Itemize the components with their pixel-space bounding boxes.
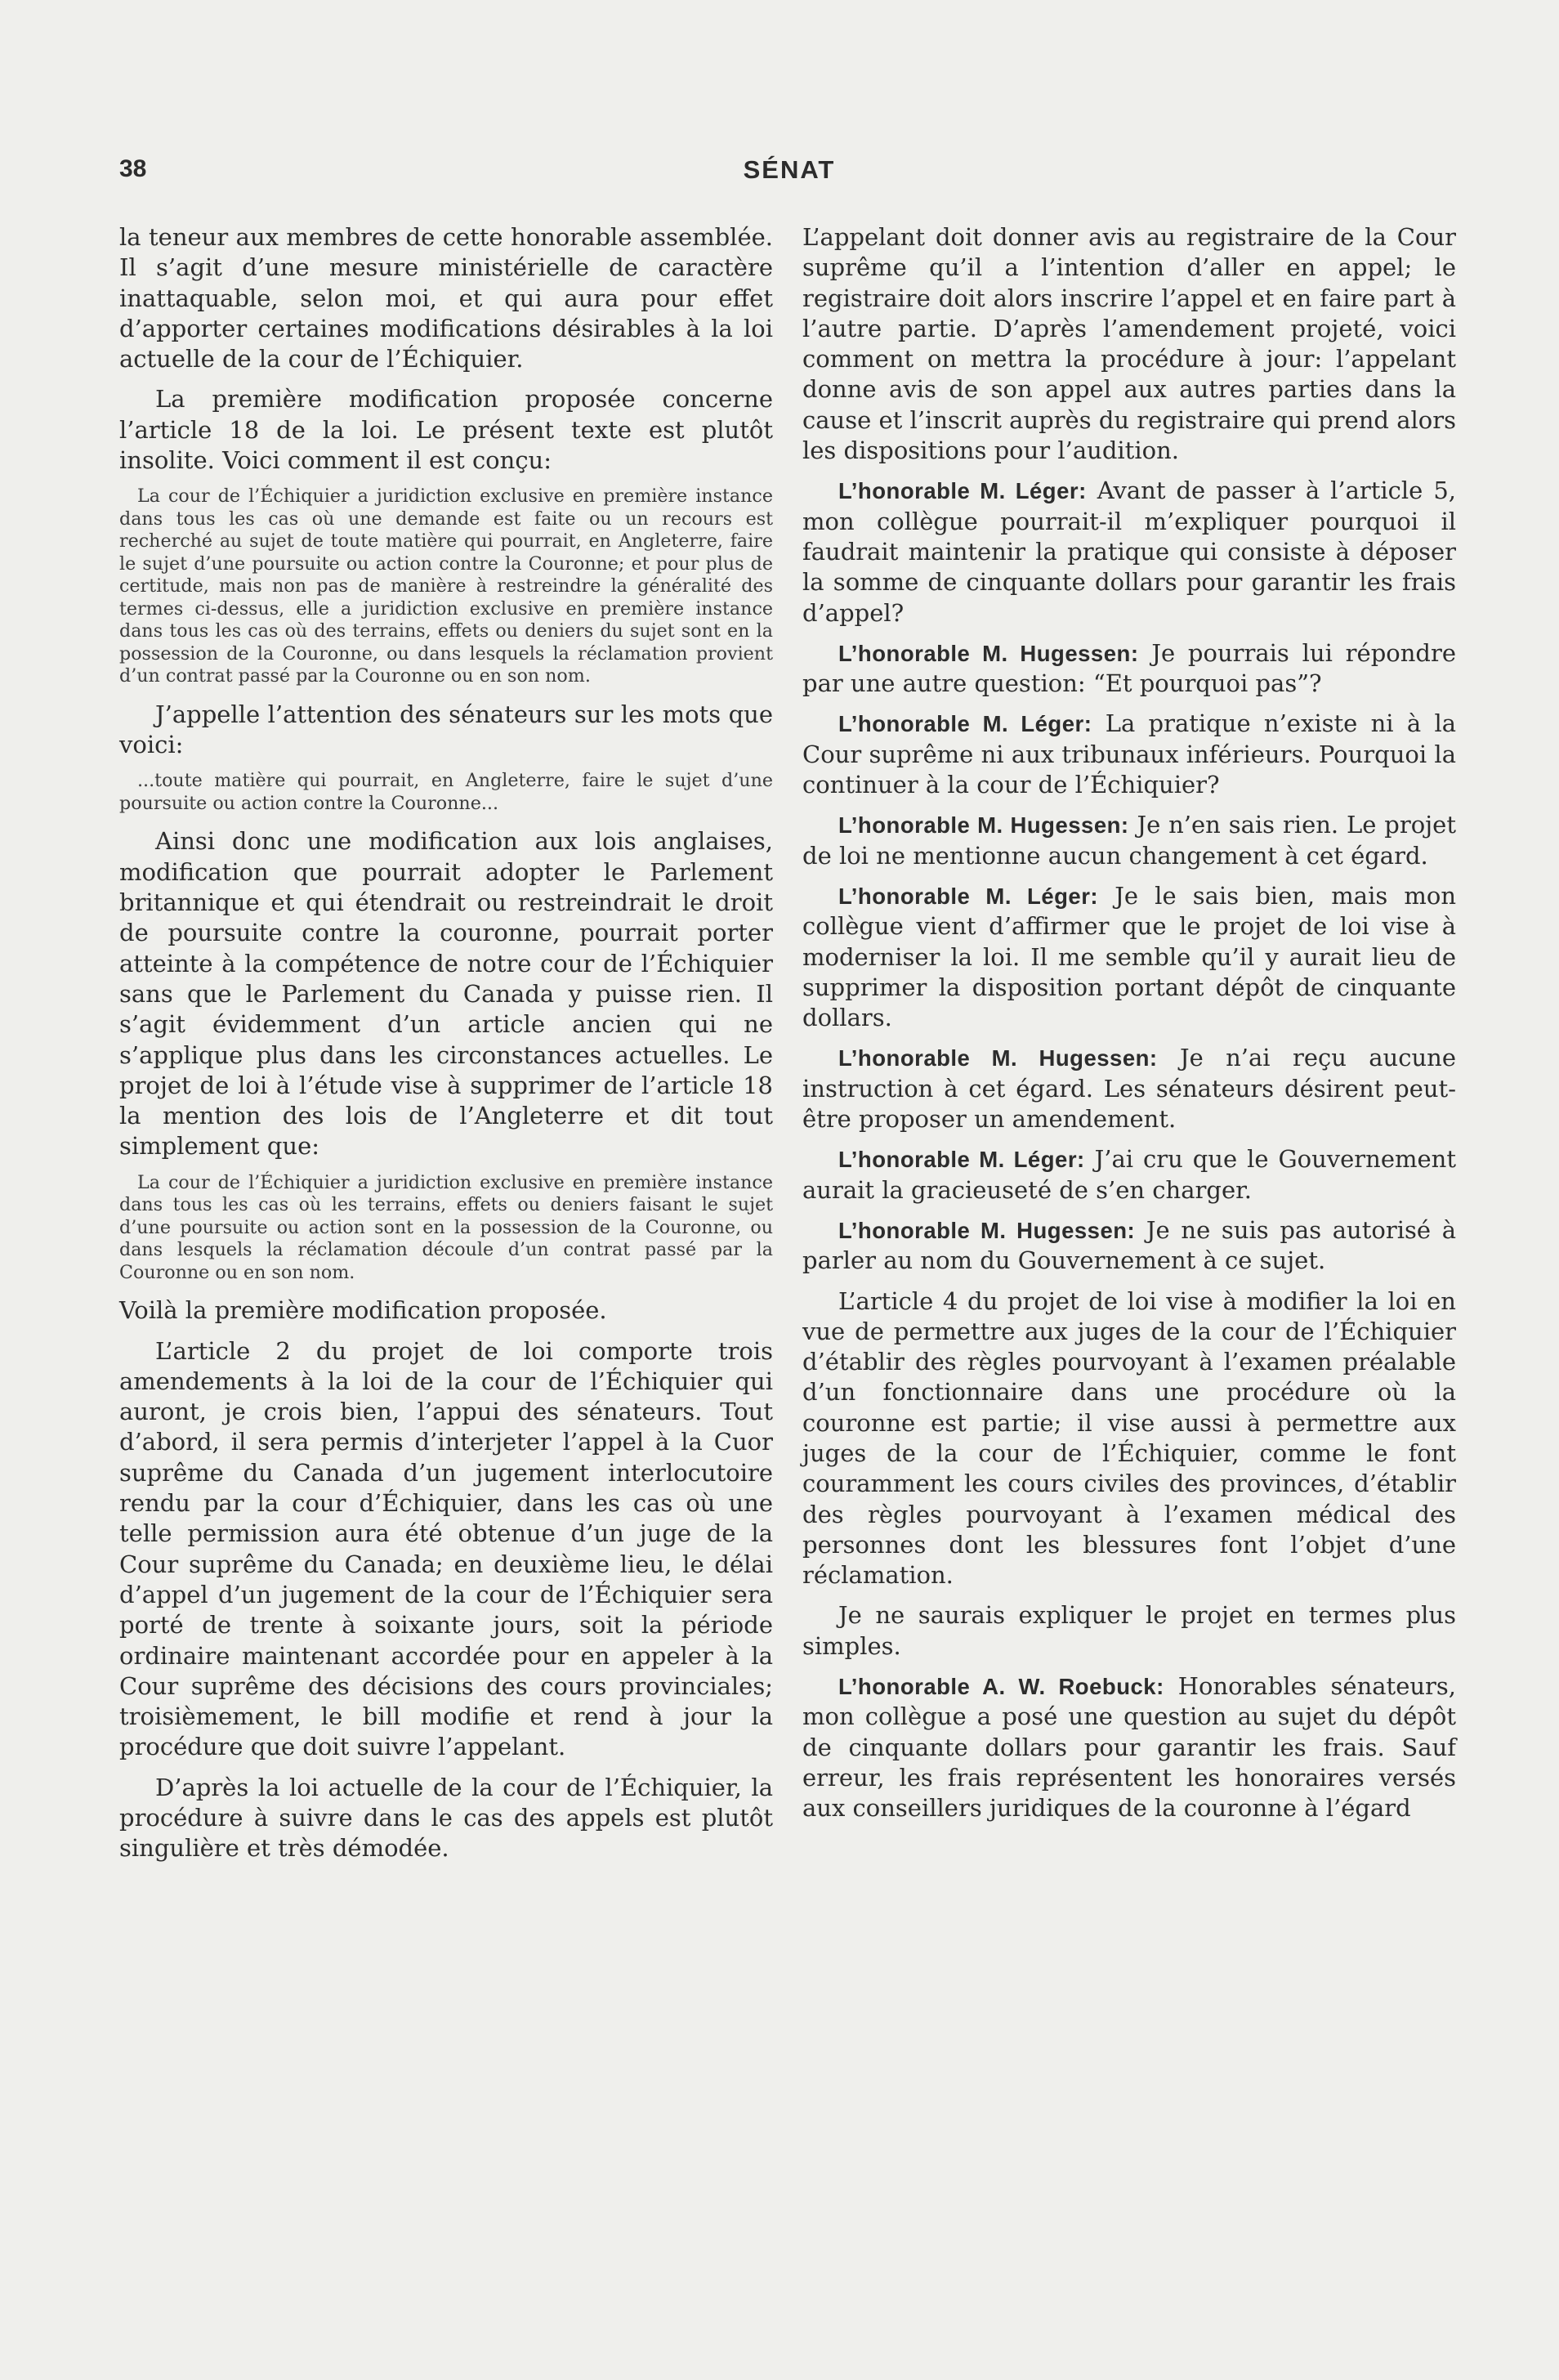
running-title: SÉNAT (743, 155, 836, 184)
speech-text: Je pourrais lui répondre par une autre question: “Et pourquoi pas”? (802, 638, 1456, 698)
speech-text: Je ne suis pas autorisé à parler au nom du Gouvernement à ce sujet. (802, 1215, 1457, 1275)
speech-text: Je n’en sais rien. Le projet de loi ne mentionne aucun changement à cet égard. (802, 811, 1456, 870)
body-paragraph: la teneur aux membres de cette honorable assemblée. Il s’agit d’une mesure ministérielle de caractère inattaquable, selon moi, et qui aura pour effet d’apporter certaines modifications désirables à la loi actuelle de la cour de l’Échiquier. (119, 223, 773, 374)
speech-paragraph (802, 881, 1456, 1033)
speech-paragraph (802, 1144, 1456, 1206)
speaker-name: L’honorable M. Léger: (838, 1147, 1085, 1173)
speech-paragraph (802, 1671, 1456, 1823)
speaker-name: L’honorable M. Hugessen: (838, 1217, 1136, 1243)
body-paragraph: L’article 2 du projet de loi comporte trois amendements à la loi de la cour de l’Échiquier qui auront, je crois bien, l’appui des sénateurs. Tout d’abord, il sera permis d’interjeter l’appel à la Cuor suprême du Canada d’un jugement interlocutoire rendu par la cour d’Échiquier, dans les cas où une telle permission aura été obtenue d’un juge de la Cour suprême du Canada; en deuxième lieu, le délai d’appel d’un jugement de la cour de l’Échiquier sera porté de trente à soixante jours, soit la période ordinaire maintenant accordée pour en appeler à la Cour suprême des décisions des cours provinciales; troisièmement, le bill modifie et rend à jour la procédure que doit suivre l’appelant. (119, 1336, 773, 1761)
body-paragraph: La première modification proposée concerne l’article 18 de la loi. Le présent texte est plutôt insolite. Voici comment il est conçu: (119, 385, 773, 475)
body-paragraph: J’appelle l’attention des sénateurs sur les mots que voici: (119, 700, 773, 759)
speaker-name: L’honorable M. Léger: (838, 711, 1092, 737)
left-column (119, 222, 773, 1874)
speaker-name: L’honorable M. Léger: (838, 883, 1099, 909)
speech-paragraph (802, 1215, 1456, 1277)
body-paragraph: Ainsi donc une modification aux lois anglaises, modification que pourrait adopter le Parlement britannique et qui étendrait ou restreindrait le droit de poursuite contre la couronne, pourrait porter atteinte à la compétence de notre cour de l’Échiquier sans que le Parlement du Canada y puisse rien. Il s’agit évidemment d’un article ancien qui ne s’applique plus dans les circonstances actuelles. Le projet de loi à l’étude vise à supprimer de l’article 18 la mention des lois de l’Angleterre et dit tout simplement que: (119, 827, 773, 1161)
speech-text: La pratique n’existe ni à la Cour suprême ni aux tribunaux inférieurs. Pourquoi la continuer à la cour de l’Échiquier? (802, 709, 1457, 799)
body-paragraph: L’appelant doit donner avis au registraire de la Cour suprême qu’il a l’intention d’aller en appel; le registraire doit alors inscrire l’appel et en faire part à l’autre partie. D’après l’amendement projeté, voici comment on mettra la procédure à jour: l’appelant donne avis de son appel aux autres parties dans la cause et l’inscrit auprès du registraire qui prend alors les dispositions pour l’audition. (802, 223, 1456, 465)
right-column (802, 222, 1456, 1834)
body-paragraph: Voilà la première modification proposée. (119, 1296, 607, 1325)
speech-text: Je n’ai reçu aucune instruction à cet égard. Les sénateurs désirent peut-être proposer un amendement. (802, 1044, 1456, 1134)
speaker-name: L’honorable A. W. Roebuck: (838, 1674, 1164, 1700)
speaker-name: L’honorable M. Léger: (838, 478, 1087, 504)
quoted-passage: ...toute matière qui pourrait, en Angleterre, faire le sujet d’une poursuite ou action contre la Couronne... (119, 770, 773, 814)
speech-text: Je le sais bien, mais mon collègue vient d’affirmer que le projet de loi vise à moderniser la loi. Il me semble qu’il y aurait lieu de supprimer la disposition portant dépôt de cinquante dollars. (802, 881, 1457, 1032)
speech-text: Avant de passer à l’article 5, mon collègue pourrait-il m’expliquer pourquoi il faudrait maintenir la pratique qui consiste à déposer la somme de cinquante dollars pour garantir les frais d’appel? (802, 476, 1456, 627)
speech-paragraph (802, 638, 1456, 700)
quoted-passage: La cour de l’Échiquier a juridiction exclusive en première instance dans tous les cas où une demande est faite ou un recours est recherché au sujet de toute matière qui pourrait, en Angleterre, faire le sujet d’une poursuite ou action contre la Couronne; et pour plus de certitude, mais non pas de manière à restreindre la généralité des termes ci-dessus, elle a juridiction exclusive en première instance dans tous les cas où des terrains, effets ou deniers du sujet sont en la possession de la Couronne, ou dans lesquels la réclamation provient d’un contrat passé par la Couronne ou en son nom. (119, 485, 773, 687)
speech-paragraph (802, 709, 1456, 800)
body-paragraph: D’après la loi actuelle de la cour de l’Échiquier, la procédure à suivre dans le cas des appels est plutôt singulière et très démodée. (119, 1773, 773, 1863)
speech-paragraph (802, 476, 1456, 628)
body-paragraph: L’article 4 du projet de loi vise à modifier la loi en vue de permettre aux juges de la cour de l’Échiquier d’établir des règles pourvoyant à l’examen préalable d’un fonctionnaire dans une procédure où la couronne est partie; il vise aussi à permettre aux juges de la cour de l’Échiquier, comme le font couramment les cours civiles des provinces, d’établir des règles pourvoyant à l’examen médical des personnes dont les blessures font l’objet d’une réclamation. (802, 1286, 1456, 1590)
speech-text: J’ai cru que le Gouvernement aurait la gracieuseté de s’en charger. (802, 1145, 1457, 1204)
page-number: 38 (119, 155, 147, 182)
speaker-name: L’honorable M. Hugessen: (838, 1045, 1158, 1071)
page-header (119, 155, 1459, 196)
speech-paragraph (802, 810, 1456, 871)
speaker-name: L’honorable M. Hugessen: (838, 640, 1139, 666)
speech-text: Honorables sénateurs, mon collègue a posé une question au sujet du dépôt de cinquante dollars pour garantir les frais. Sauf erreur, les frais représentent les honoraires versés aux conseillers juridiques de la couronne à l’égard (802, 1672, 1457, 1823)
quoted-passage: La cour de l’Échiquier a juridiction exclusive en première instance dans tous les cas où les terrains, effets ou deniers faisant le sujet d’une poursuite ou action sont en la possession de la Couronne, ou dans lesquels la réclamation découle d’un contrat passé par la Couronne ou en son nom. (119, 1171, 773, 1283)
speech-paragraph (802, 1043, 1456, 1134)
body-paragraph: Je ne saurais expliquer le projet en termes plus simples. (802, 1601, 1456, 1660)
speaker-name: L’honorable M. Hugessen: (838, 812, 1129, 839)
